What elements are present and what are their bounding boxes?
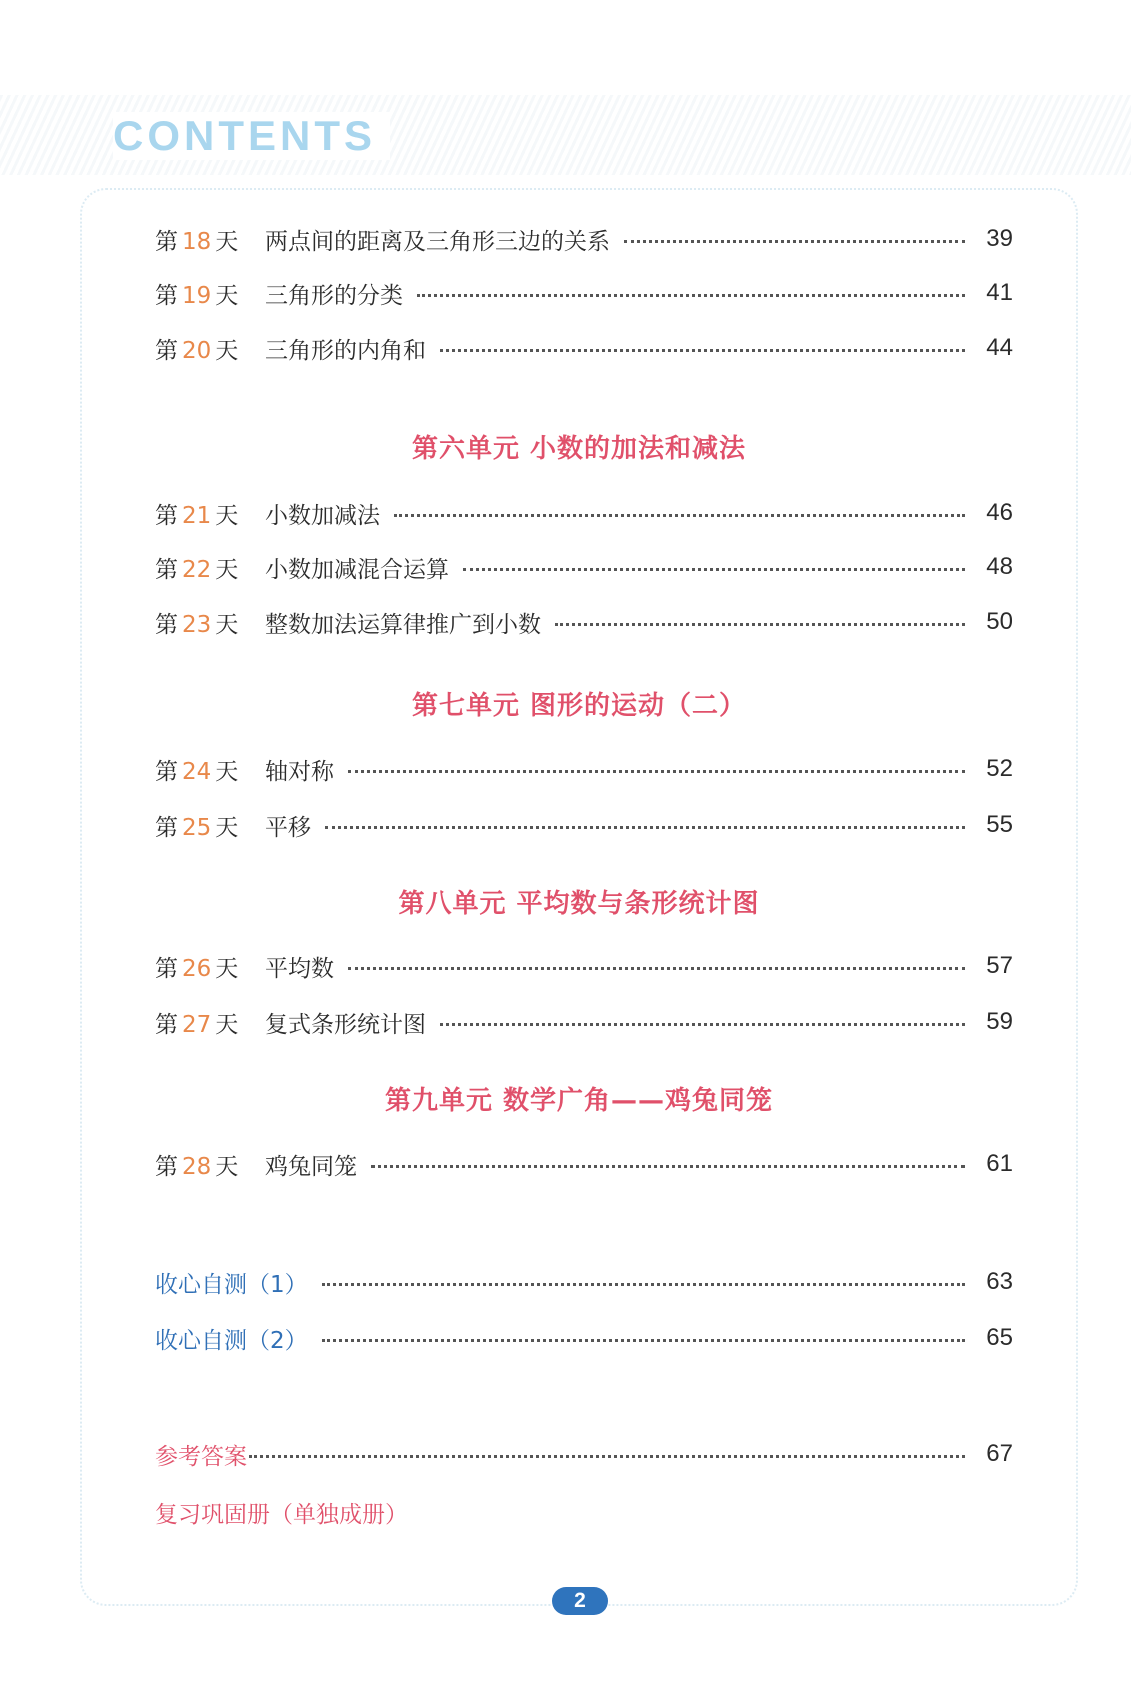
day-number: 28	[182, 1153, 212, 1180]
page-number: 55	[986, 811, 1013, 838]
toc-entry[interactable]: 第 28 天 鸡兔同笼 61	[155, 1144, 1013, 1184]
day-number: 20	[182, 337, 212, 364]
lesson-title: 复式条形统计图	[265, 1011, 426, 1038]
page-number: 61	[986, 1150, 1013, 1177]
leader-dots	[624, 240, 965, 243]
leader-dots	[371, 1165, 965, 1168]
day-number: 25	[182, 814, 212, 841]
day-number: 27	[182, 1011, 212, 1038]
toc-entry[interactable]: 第 19 天 三角形的分类 41	[155, 273, 1013, 313]
unit-heading: 第九单元 数学广角——鸡兔同笼	[384, 1086, 774, 1116]
workbook-title: 复习巩固册（单独成册）	[155, 1501, 408, 1528]
page-number: 67	[986, 1440, 1013, 1467]
page-number: 65	[986, 1324, 1013, 1351]
unit-heading: 第七单元 图形的运动（二）	[411, 691, 747, 721]
page-number: 59	[986, 1008, 1013, 1035]
lesson-title: 三角形的内角和	[265, 337, 426, 364]
workbook-entry[interactable]	[155, 1492, 1013, 1532]
self-test-title: 收心自测（1）	[155, 1271, 308, 1298]
lesson-title: 小数加减法	[265, 502, 380, 529]
leader-dots	[249, 1455, 965, 1458]
leader-dots	[440, 1023, 965, 1026]
leader-dots	[463, 568, 965, 571]
toc-entry[interactable]: 第 26 天 平均数 57	[155, 946, 1013, 986]
answers-title: 参考答案	[155, 1443, 247, 1470]
page-number: 57	[986, 952, 1013, 979]
leader-dots	[417, 294, 965, 297]
page-number: 41	[986, 279, 1013, 306]
toc-entry[interactable]: 第 22 天 小数加减混合运算 48	[155, 547, 1013, 587]
contents-title: CONTENTS	[113, 112, 390, 160]
self-test-entry[interactable]	[155, 1318, 1013, 1358]
leader-dots	[322, 1339, 965, 1342]
unit-heading: 第六单元 小数的加法和减法	[411, 434, 747, 464]
day-number: 23	[182, 611, 212, 638]
day-number: 21	[182, 502, 212, 529]
toc-entry[interactable]: 第 27 天 复式条形统计图 59	[155, 1002, 1013, 1042]
self-test-entry[interactable]	[155, 1262, 1013, 1302]
page-number: 48	[986, 553, 1013, 580]
self-test-title: 收心自测（2）	[155, 1327, 308, 1354]
day-number: 26	[182, 955, 212, 982]
leader-dots	[322, 1283, 965, 1286]
page-number: 63	[986, 1268, 1013, 1295]
page-number: 39	[986, 225, 1013, 252]
leader-dots	[440, 349, 965, 352]
lesson-title: 平移	[265, 814, 311, 841]
page-number: 52	[986, 755, 1013, 782]
lesson-title: 三角形的分类	[265, 282, 403, 309]
toc-entry[interactable]: 第 23 天 整数加法运算律推广到小数 50	[155, 602, 1013, 642]
answers-entry[interactable]	[155, 1434, 1013, 1474]
lesson-title: 平均数	[265, 955, 334, 982]
unit-heading: 第八单元 平均数与条形统计图	[398, 889, 760, 919]
leader-dots	[348, 967, 965, 970]
day-number: 19	[182, 282, 212, 309]
day-number: 22	[182, 556, 212, 583]
toc-entry[interactable]: 第 24 天 轴对称 52	[155, 749, 1013, 789]
lesson-title: 轴对称	[265, 758, 334, 785]
lesson-title: 两点间的距离及三角形三边的关系	[265, 228, 610, 255]
lesson-title: 整数加法运算律推广到小数	[265, 611, 541, 638]
leader-dots	[394, 514, 965, 517]
toc-entry[interactable]: 第 21 天 小数加减法 46	[155, 493, 1013, 533]
lesson-title: 小数加减混合运算	[265, 556, 449, 583]
leader-dots	[325, 826, 965, 829]
toc-entry[interactable]: 第 25 天 平移 55	[155, 805, 1013, 845]
leader-dots	[555, 623, 965, 626]
leader-dots	[348, 770, 965, 773]
page-number: 50	[986, 608, 1013, 635]
day-number: 18	[182, 228, 212, 255]
page-number: 46	[986, 499, 1013, 526]
toc-entry[interactable]: 第 20 天 三角形的内角和 44	[155, 328, 1013, 368]
lesson-title: 鸡兔同笼	[265, 1153, 357, 1180]
toc-entry[interactable]: 第 18 天 两点间的距离及三角形三边的关系 39	[155, 219, 1013, 259]
page-number-badge: 2	[552, 1587, 608, 1615]
page-number: 44	[986, 334, 1013, 361]
day-number: 24	[182, 758, 212, 785]
